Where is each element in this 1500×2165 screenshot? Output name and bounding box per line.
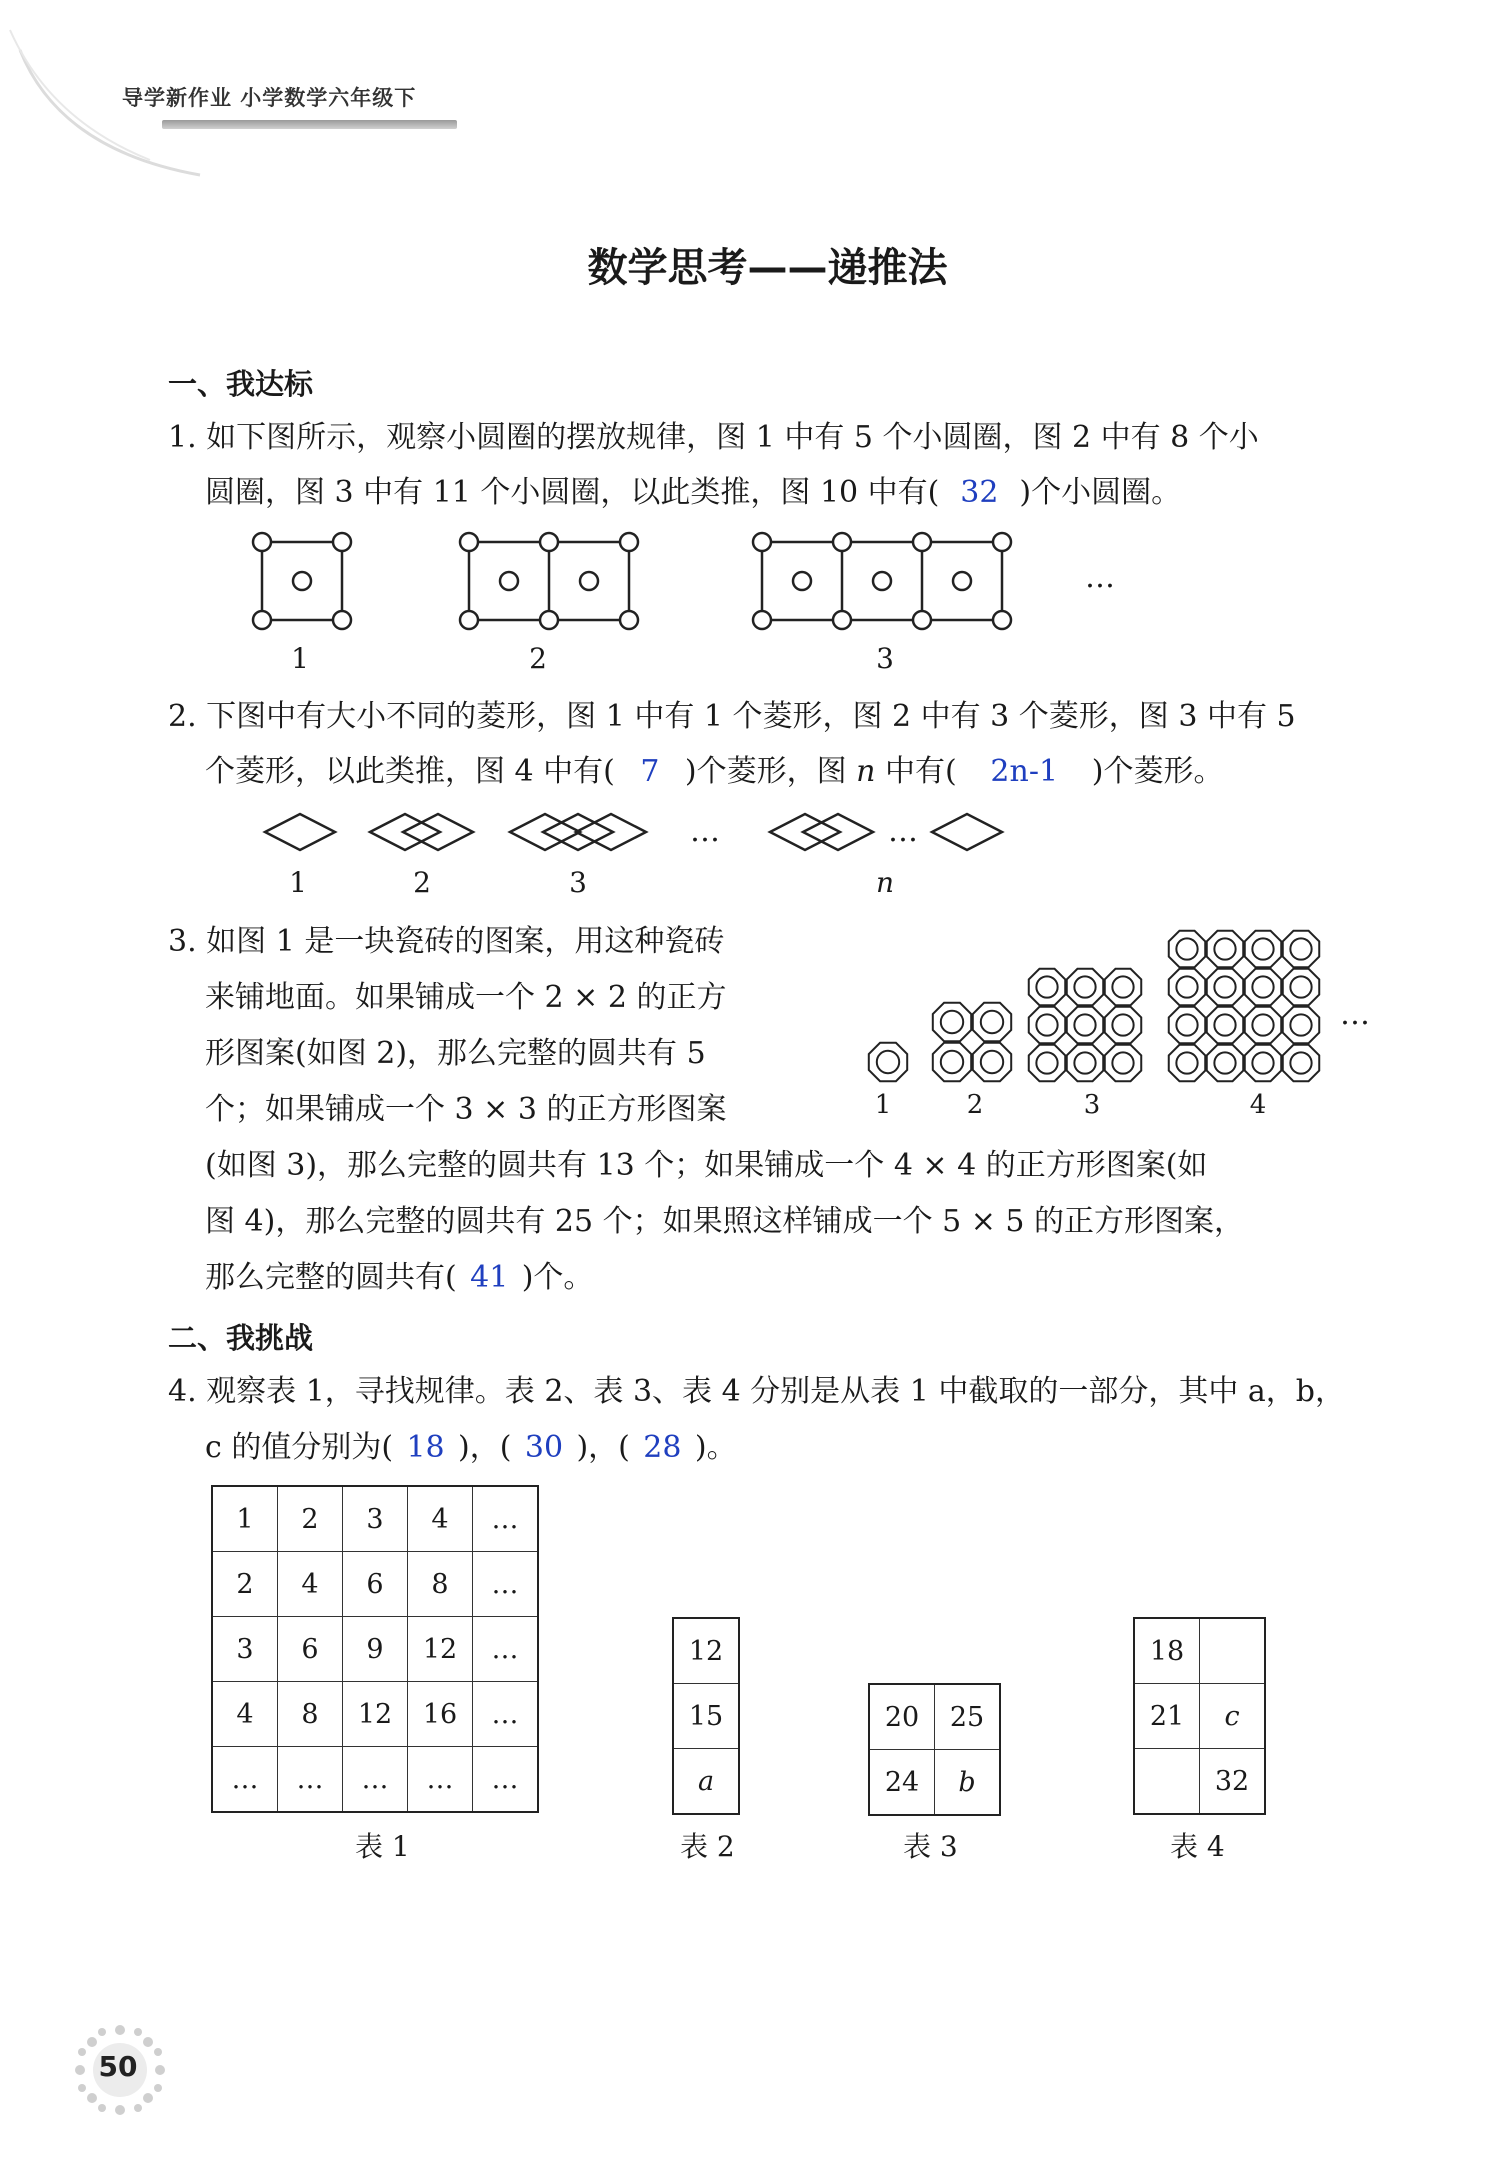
table-1-cell: 8 (278, 1682, 343, 1747)
q3-line1: 3. 如图 1 是一块瓷砖的图案，用这种瓷砖 (168, 924, 725, 959)
q2-answer-1: 7 (640, 754, 660, 789)
section-2-heading: 二、我挑战 (168, 1321, 314, 1355)
q1-fig3-circle (993, 611, 1011, 629)
q1-fig2-circle (540, 611, 558, 629)
q1-fig2-circle (460, 611, 478, 629)
header-bar (162, 120, 457, 129)
q2-line2-c: 中有( (885, 754, 957, 789)
q2-n: n (856, 754, 876, 789)
header-text: 导学新作业 小学数学六年级下 (122, 86, 417, 110)
tile-octagon (1105, 1045, 1141, 1081)
q2-line2 (205, 752, 1223, 792)
q3-label-1: 1 (874, 1090, 892, 1120)
q3-line4: 个；如果铺成一个 3 × 3 的正方形图案 (205, 1092, 727, 1127)
tile-octagon (973, 1003, 1011, 1041)
table-3-cell: b (935, 1750, 1001, 1816)
tile-octagon (1169, 1045, 1205, 1081)
tile-octagon (1245, 1045, 1281, 1081)
q2-label-3: 3 (569, 866, 587, 899)
q2-ellipsis-1: … (690, 814, 720, 849)
table-1-cell: 3 (212, 1617, 278, 1682)
table-1-caption: 表 1 (355, 1830, 410, 1863)
table-1-row (212, 1486, 538, 1552)
q3-line7-pre: 那么完整的圆共有( (205, 1260, 457, 1295)
tile-octagon (973, 1043, 1011, 1081)
q1-fig3-frame (762, 542, 1002, 620)
tile-circle (1214, 1014, 1235, 1035)
tile-octagon (1207, 969, 1243, 1005)
q2-label-1: 1 (289, 866, 307, 899)
tile-circle (1252, 1052, 1273, 1073)
q3-label-2: 2 (966, 1090, 984, 1120)
table-2-row (673, 1684, 739, 1749)
table-4-cell (1134, 1749, 1200, 1815)
tile-circle (1036, 976, 1057, 997)
tile-octagon (1283, 1007, 1319, 1043)
table-1-cell: 3 (343, 1486, 408, 1552)
q1-fig1-circle (333, 611, 351, 629)
tile-octagon (1283, 1045, 1319, 1081)
q3-tile-figures (860, 910, 1340, 1095)
table-1-row (212, 1552, 538, 1617)
q2-rhombus (932, 814, 1002, 850)
tile-circle (1290, 938, 1311, 959)
tile-circle (981, 1011, 1003, 1033)
q1-fig3-circle (913, 611, 931, 629)
tile-octagon (1283, 931, 1319, 967)
q4-line2-post: )。 (694, 1430, 737, 1465)
table-1-row (212, 1682, 538, 1747)
q1-answer: 32 (960, 475, 999, 510)
table-2-cell: 15 (673, 1684, 739, 1749)
q2-line1: 2. 下图中有大小不同的菱形，图 1 中有 1 个菱形，图 2 中有 3 个菱形，图 3 中有 5 (168, 699, 1296, 734)
table-1-cell: … (473, 1682, 539, 1747)
tile-octagon (1067, 1007, 1103, 1043)
q1-fig3-circle (993, 533, 1011, 551)
q1-fig2-circle (540, 533, 558, 551)
table-1-cell: 6 (278, 1617, 343, 1682)
table-2-caption: 表 2 (680, 1830, 735, 1863)
tile-octagon (869, 1043, 907, 1081)
q2-line2-a: 个菱形，以此类推，图 4 中有( (205, 754, 615, 789)
table-4-caption: 表 4 (1170, 1830, 1225, 1863)
tile-octagon (1207, 1007, 1243, 1043)
tile-circle (1074, 976, 1095, 997)
table-1-cell: 6 (343, 1552, 408, 1617)
q1-label-1: 1 (291, 642, 309, 675)
tile-circle (1176, 1014, 1197, 1035)
table-4-cell: 18 (1134, 1618, 1200, 1684)
tile-circle (1252, 976, 1273, 997)
q3-line6: 图 4)，那么完整的圆共有 25 个；如果照这样铺成一个 5 × 5 的正方形图案， (205, 1204, 1245, 1239)
table-3-cell: 25 (935, 1684, 1001, 1750)
table-1-cell: … (212, 1747, 278, 1813)
q3-line7 (205, 1258, 593, 1298)
q1-fig3-circle (793, 572, 811, 590)
tile-octagon (1169, 969, 1205, 1005)
q1-fig3-circle (833, 611, 851, 629)
tile-octagon (1105, 1007, 1141, 1043)
tile-circle (1214, 1052, 1235, 1073)
tile-circle (1290, 976, 1311, 997)
q1-fig2-circle (460, 533, 478, 551)
q1-fig3-circle (833, 533, 851, 551)
tile-circle (1112, 1052, 1133, 1073)
table-1-cell: 4 (212, 1682, 278, 1747)
section-1-heading: 一、我达标 (168, 367, 314, 401)
table-1-row (212, 1617, 538, 1682)
tile-circle (1112, 1014, 1133, 1035)
tile-circle (877, 1051, 899, 1073)
tile-circle (941, 1011, 963, 1033)
tile-circle (1176, 938, 1197, 959)
q1-label-2: 2 (529, 642, 547, 675)
q1-fig1-circle (293, 572, 311, 590)
q1-fig3-circle (753, 533, 771, 551)
table-1-cell: … (473, 1617, 539, 1682)
q4-sep-1: )，( (458, 1430, 512, 1465)
q4-line2-pre: c 的值分别为( (205, 1430, 394, 1465)
page-number: 50 (98, 2050, 138, 2083)
table-1-cell: 8 (408, 1552, 473, 1617)
q1-circle-figures (240, 525, 1140, 635)
q1-fig2-circle (500, 572, 518, 590)
table-1-cell: 2 (278, 1486, 343, 1552)
tile-circle (1252, 1014, 1273, 1035)
tile-octagon (1029, 969, 1065, 1005)
tile-circle (1290, 1014, 1311, 1035)
tile-octagon (1169, 1007, 1205, 1043)
q1-fig3-circle (873, 572, 891, 590)
tile-octagon (933, 1003, 971, 1041)
q3-line5: (如图 3)，那么完整的圆共有 13 个；如果铺成一个 4 × 4 的正方形图案(如 (205, 1148, 1208, 1183)
q2-label-2: 2 (413, 866, 431, 899)
tile-circle (1176, 1052, 1197, 1073)
tile-octagon (1245, 1007, 1281, 1043)
q3-answer: 41 (470, 1260, 509, 1295)
table-1-cell: … (473, 1552, 539, 1617)
q4-answer-c: 28 (643, 1430, 682, 1465)
q4-answer-a: 18 (406, 1430, 445, 1465)
tile-octagon (1207, 1045, 1243, 1081)
q3-ellipsis: … (1340, 997, 1370, 1032)
table-1-cell: 16 (408, 1682, 473, 1747)
q3-line2: 来铺地面。如果铺成一个 2 × 2 的正方 (205, 980, 727, 1015)
table-3-caption: 表 3 (903, 1830, 958, 1863)
q1-fig2-circle (620, 533, 638, 551)
table-1 (211, 1485, 539, 1813)
q1-fig1-circle (253, 611, 271, 629)
tile-octagon (1245, 931, 1281, 967)
table-2-cell: 12 (673, 1618, 739, 1684)
q2-line2-d: )个菱形。 (1091, 754, 1224, 789)
tile-circle (1036, 1052, 1057, 1073)
table-4 (1133, 1617, 1266, 1815)
q2-line2-b: )个菱形，图 (684, 754, 847, 789)
q1-line2 (205, 473, 1181, 513)
tile-circle (1176, 976, 1197, 997)
tile-circle (1074, 1014, 1095, 1035)
table-2 (672, 1617, 740, 1815)
q3-label-4: 4 (1249, 1090, 1267, 1120)
q4-line2 (205, 1428, 737, 1468)
tile-octagon (1283, 969, 1319, 1005)
table-4-cell (1200, 1618, 1266, 1684)
table-4-cell: 32 (1200, 1749, 1266, 1815)
table-1-cell: 2 (212, 1552, 278, 1617)
tile-octagon (1105, 969, 1141, 1005)
q4-sep-2: )，( (576, 1430, 630, 1465)
table-3-cell: 20 (869, 1684, 935, 1750)
tile-octagon (1169, 931, 1205, 967)
table-1-cell: … (343, 1747, 408, 1813)
tile-circle (1074, 1052, 1095, 1073)
table-1-cell: 12 (343, 1682, 408, 1747)
table-3-cell: 24 (869, 1750, 935, 1816)
tile-octagon (1029, 1045, 1065, 1081)
q1-fig1-circle (333, 533, 351, 551)
table-3 (868, 1683, 1001, 1816)
q1-fig2-circle (580, 572, 598, 590)
tile-octagon (1067, 969, 1103, 1005)
tile-circle (981, 1051, 1003, 1073)
table-4-cell: c (1200, 1684, 1266, 1749)
table-3-row (869, 1750, 1000, 1816)
tile-octagon (1245, 969, 1281, 1005)
q1-fig3-circle (913, 533, 931, 551)
q1-fig1-frame (262, 542, 342, 620)
table-1-cell: 12 (408, 1617, 473, 1682)
page-title: 数学思考——递推法 (587, 245, 948, 291)
table-1-cell: … (473, 1486, 539, 1552)
q2-rhombus (265, 814, 335, 850)
tile-circle (1290, 1052, 1311, 1073)
tile-circle (1214, 976, 1235, 997)
table-4-row (1134, 1618, 1265, 1684)
q1-fig3-circle (953, 572, 971, 590)
q1-line2-post: )个小圆圈。 (1019, 475, 1182, 510)
table-1-cell: … (408, 1747, 473, 1813)
q1-fig1-circle (253, 533, 271, 551)
tile-octagon (1207, 931, 1243, 967)
table-1-cell: 1 (212, 1486, 278, 1552)
q2-ellipsis-2: … (888, 814, 918, 849)
q3-label-3: 3 (1083, 1090, 1101, 1120)
tile-circle (941, 1051, 963, 1073)
tile-circle (1036, 1014, 1057, 1035)
q3-line7-post: )个。 (521, 1260, 594, 1295)
q1-line2-pre: 圆圈，图 3 中有 11 个小圆圈，以此类推，图 10 中有( (205, 475, 940, 510)
table-1-cell: … (473, 1747, 539, 1813)
tile-circle (1112, 976, 1133, 997)
tile-octagon (933, 1043, 971, 1081)
table-2-row (673, 1618, 739, 1684)
table-2-row (673, 1749, 739, 1815)
q1-line1: 1. 如下图所示，观察小圆圈的摆放规律，图 1 中有 5 个小圆圈，图 2 中有 8 个小 (168, 420, 1259, 455)
q1-fig2-circle (620, 611, 638, 629)
table-1-cell: … (278, 1747, 343, 1813)
tile-circle (1214, 938, 1235, 959)
q2-label-n: n (875, 866, 895, 899)
tile-octagon (1029, 1007, 1065, 1043)
table-4-row (1134, 1749, 1265, 1815)
q1-label-3: 3 (876, 642, 894, 675)
table-2-cell: a (673, 1749, 739, 1815)
table-1-cell: 4 (408, 1486, 473, 1552)
q1-fig3-circle (753, 611, 771, 629)
table-1-cell: 4 (278, 1552, 343, 1617)
q2-answer-2: 2n-1 (990, 754, 1059, 789)
q1-ellipsis: … (1085, 560, 1115, 595)
table-1-row (212, 1747, 538, 1813)
tile-octagon (1067, 1045, 1103, 1081)
tile-circle (1252, 938, 1273, 959)
table-4-cell: 21 (1134, 1684, 1200, 1749)
q4-answer-b: 30 (524, 1430, 564, 1465)
table-1-cell: 9 (343, 1617, 408, 1682)
table-4-row (1134, 1684, 1265, 1749)
q4-line1: 4. 观察表 1，寻找规律。表 2、表 3、表 4 分别是从表 1 中截取的一部分，其中 a，b， (168, 1374, 1345, 1409)
q3-line3: 形图案(如图 2)，那么完整的圆共有 5 (205, 1036, 706, 1071)
table-3-row (869, 1684, 1000, 1750)
